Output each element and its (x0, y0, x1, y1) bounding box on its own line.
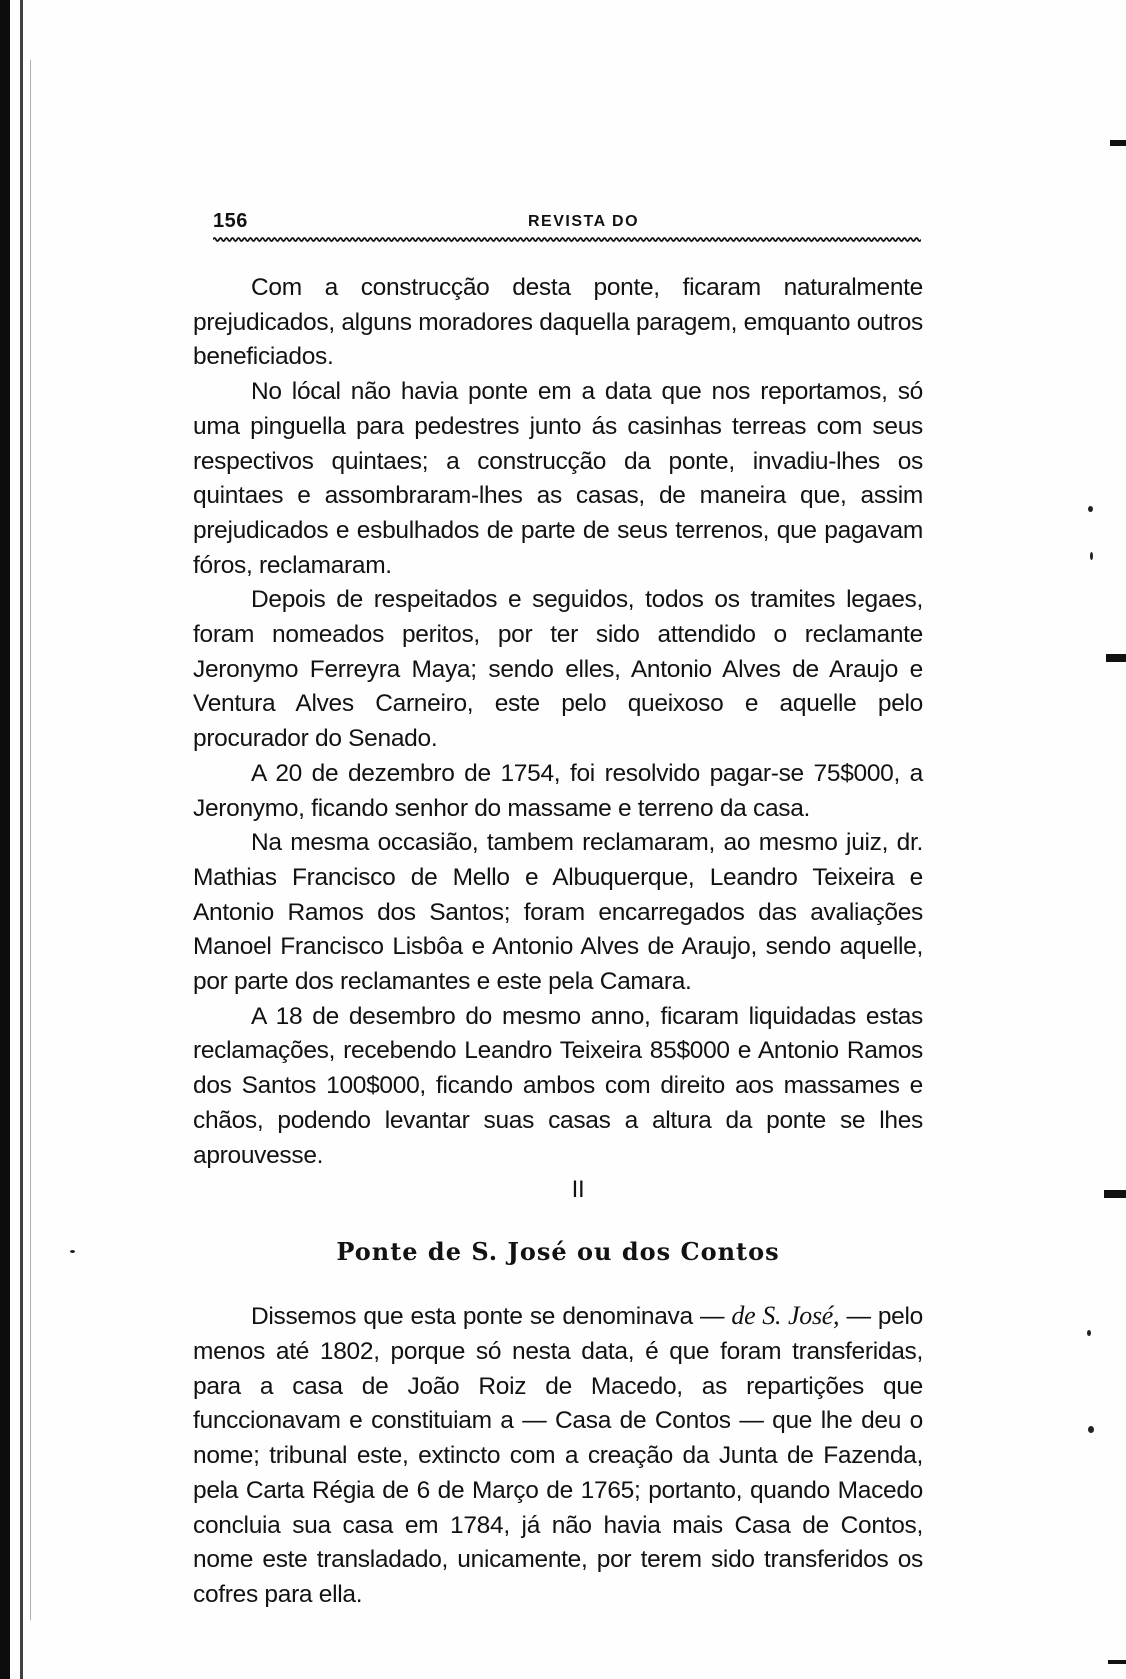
paragraph: A 20 de dezembro de 1754, foi resolvido pagar-se 75$000, a Jeronymo, ficando senhor do massame e terreno da casa. (193, 759, 923, 822)
binding-line (20, 0, 23, 1679)
ink-speck (1087, 1330, 1091, 1336)
body-text (193, 271, 923, 1613)
binding-line-faint (30, 60, 31, 1620)
edge-mark (1110, 140, 1126, 146)
paragraph: Com a construcção desta ponte, ficaram naturalmente prejudicados, alguns moradores daquella paragem, emquanto outros beneficiados. (193, 274, 923, 371)
paragraph: A 18 de desembro do mesmo anno, ficaram liquidadas estas reclamações, recebendo Leandro Teixeira 85$000 e Antonio Ramos dos Santos 100$000, ficando ambos com direito aos massames e chãos, podendo levantar suas casas a altura da ponte se lhes aprouvesse. (193, 1002, 923, 1169)
paragraph: No lócal não havia ponte em a data que nos reportamos, só uma pinguella para pedestres junto ás casinhas terreas com seus respectivos quintaes; a construcção da ponte, invadiu-lhes os quintaes e assombraram-lhes as casas, de maneira que, assim prejudicados e esbulhados de parte de seus terrenos, que pagavam fóros, reclamaram. (193, 378, 923, 579)
ink-speck (1088, 1426, 1094, 1433)
ink-speck (70, 1250, 75, 1253)
section-numeral: II (571, 1176, 585, 1204)
page-number: 156 (213, 210, 248, 232)
text-run: Dissemos que esta ponte se denominava — (251, 1303, 732, 1331)
section-heading: Ponte de S. José ou dos Contos (336, 1237, 780, 1267)
paragraph: Depois de respeitados e seguidos, todos os tramites legaes, foram nomeados peritos, por ter sido attendido o reclamante Jeronymo Ferreyra Maya; sendo elles, Antonio Alves de Araujo e Ventura Alves Carneiro, este pelo queixoso e aquelle pelo procurador do Senado. (193, 586, 923, 753)
edge-mark (1106, 654, 1126, 662)
paragraph (193, 1299, 923, 1612)
binding-shadow (0, 0, 10, 1679)
edge-mark (1104, 1190, 1126, 1198)
ink-speck (1090, 552, 1093, 560)
ink-speck (1088, 506, 1093, 512)
italic-text: de S. José, (731, 1301, 840, 1331)
wavy-rule (213, 236, 921, 243)
edge-mark (1108, 1660, 1126, 1664)
text-run: — pelo menos até 1802, porque só nesta data, é que foram transferidas, para a casa de João Roiz de Macedo, as repartições que funccionavam e constituiam a — Casa de Contos — que lhe deu o nome; tribunal este, extincto com a creação da Junta de Fazenda, pela Carta Régia de 6 de Março de 1765; portanto, quando Macedo concluia sua casa em 1784, já não havia mais Casa de Contos, nome este transladado, unicamente, por terem sido transferidos os cofres para ella. (193, 1303, 923, 1608)
running-head: REVISTA DO (528, 213, 640, 230)
paragraph: Na mesma occasião, tambem reclamaram, ao mesmo juiz, dr. Mathias Francisco de Mello e Albuquerque, Leandro Teixeira e Antonio Ramos dos Santos; foram encarregados das avaliações Manoel Francisco Lisbôa e Antonio Alves de Araujo, sendo aquelle, por parte dos reclamantes e este pela Camara. (193, 829, 923, 996)
